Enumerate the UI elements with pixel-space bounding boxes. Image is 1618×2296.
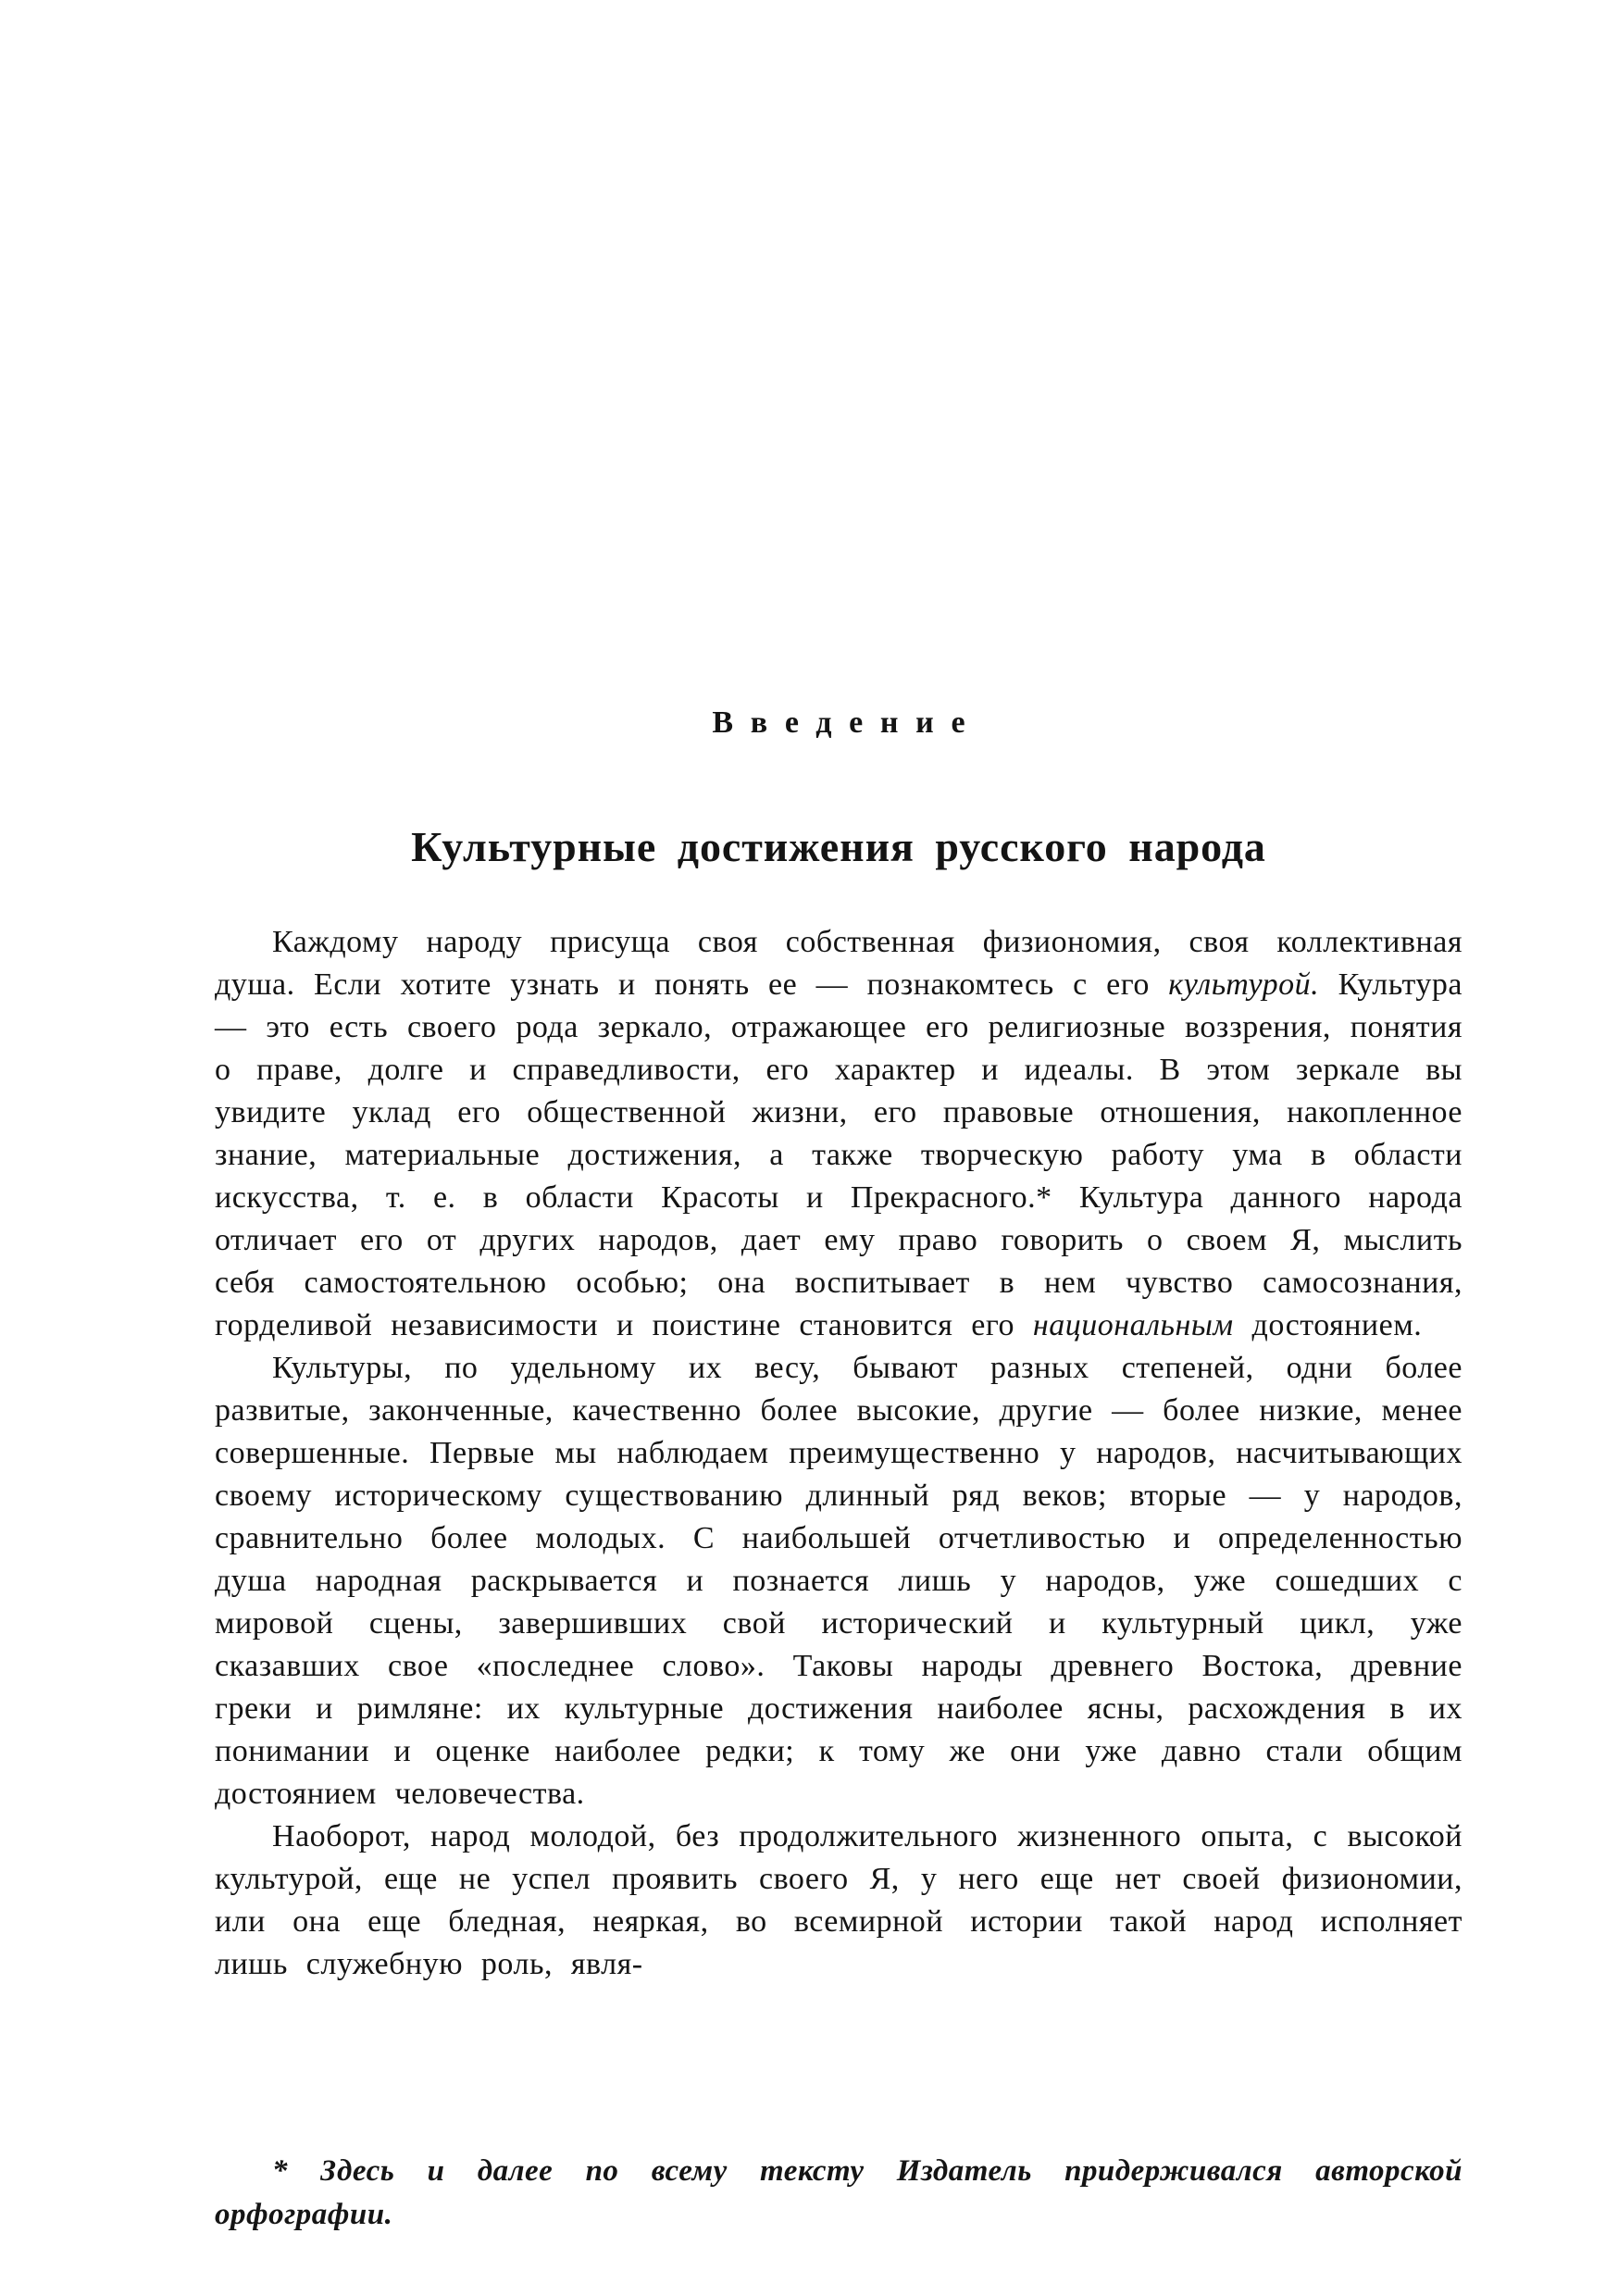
- paragraph-1-text: достоянием.: [1233, 1308, 1423, 1342]
- paragraph-1: [215, 921, 1462, 1347]
- paragraph-3: Наоборот, народ молодой, без продолжительного жизненного опыта, с высокой культурой, еще не успел проявить своего Я, у него еще нет своей физиономии, или она еще бледная, неяркая, во всемирной истории такой народ исполняет лишь служебную роль, явля-: [215, 1819, 1462, 1981]
- paragraph-1-italic-word: национальным: [1032, 1308, 1234, 1342]
- text-block: [215, 705, 1462, 1986]
- section-heading: Введение: [712, 705, 983, 740]
- paragraph-1-text: Культура — это есть своего рода зеркало, отражающее его религиозные воззрения, понятия о праве, долге и справедливости, его характер и идеалы. В этом зеркале вы увидите уклад его общественной жизни, его правовые отношения, накопленное знание, материальные достижения, а также творческую работу ума в области искусства, т. е. в области Красоты и Прекрасного.* Культура данного народа отличает его от других народов, дает ему право говорить о своем Я, мыслить себя самостоятельною особью; она воспитывает в нем чувство самосознания, горделивой независимости и поистине становится его: [215, 967, 1463, 1342]
- paragraph-2: Культуры, по удельному их весу, бывают разных степеней, одни более развитые, законченные, качественно более высокие, другие — более низкие, менее совершенные. Первые мы наблюдаем преимущественно у народов, насчитывающих своему историческому существованию длинный ряд веков; вторые — у народов, сравнительно более молодых. С наибольшей отчетливостью и определенностью душа народная раскрывается и познается лишь у народов, уже сошедших с мировой сцены, завершивших свой исторический и культурный цикл, уже сказавших свое «последнее слово». Таковы народы древнего Востока, древние греки и римляне: их культурные достижения наиболее ясны, расхождения в их понимании и оценке наиболее редки; к тому же они уже давно стали общим достоянием человечества.: [215, 1351, 1462, 1811]
- paragraph-1-text: Каждому народу присуща своя собственная физиономия, своя коллективная душа. Если хотите узнать и понять ее — познакомтесь с его: [215, 925, 1462, 1002]
- paragraph-1-italic-word: культурой.: [1168, 967, 1320, 1002]
- chapter-title: Культурные достижения русского народа: [411, 823, 1266, 870]
- footnote: * Здесь и далее по всему тексту Издатель придерживался авторской орфографии.: [215, 2154, 1462, 2231]
